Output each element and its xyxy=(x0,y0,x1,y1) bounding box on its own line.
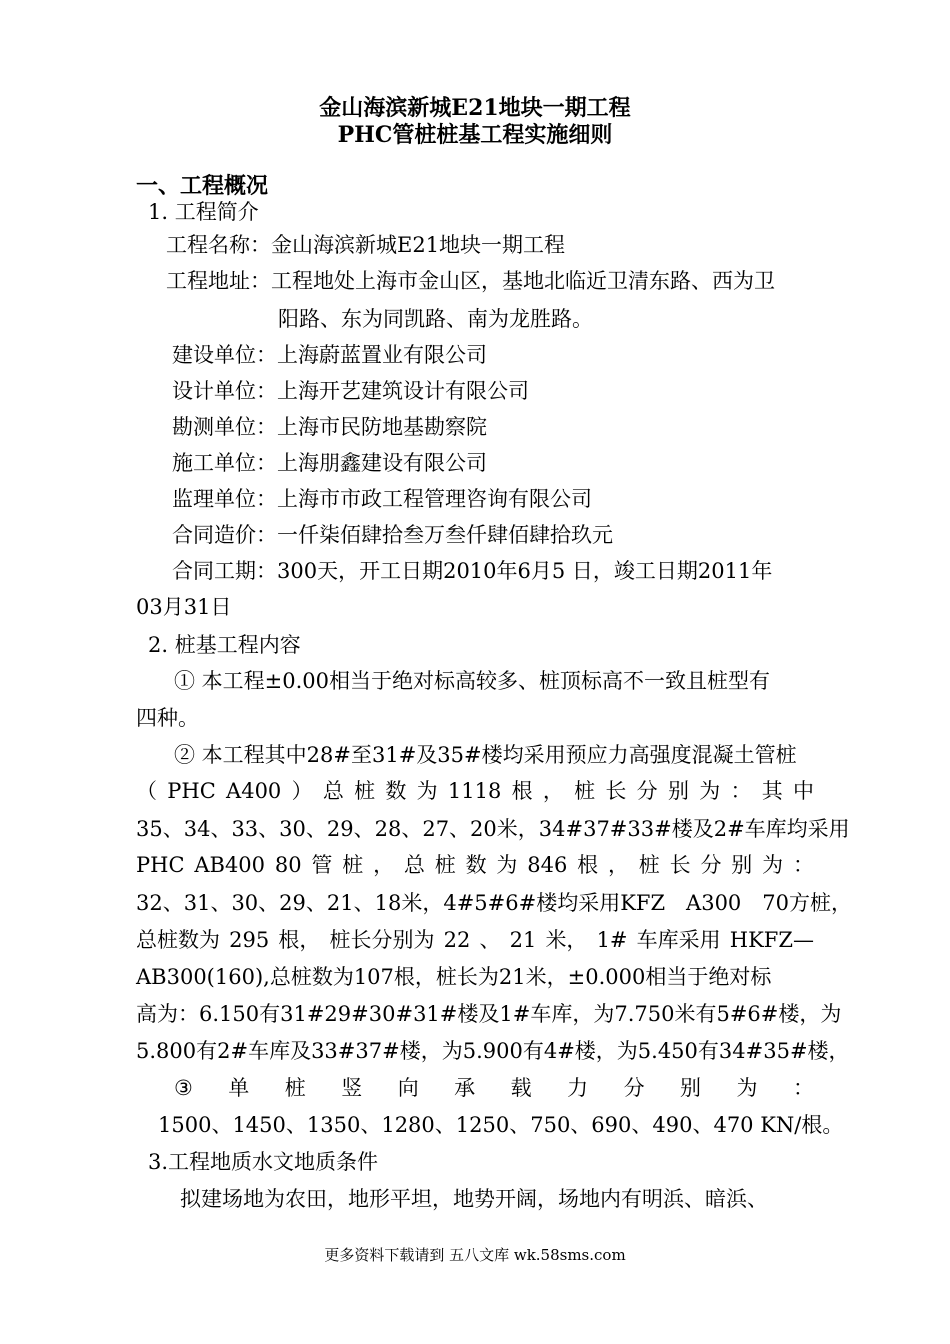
project-address-value-line1: 工程地处上海市金山区，基地北临近卫清东路、西为卫 xyxy=(271,269,775,293)
pile-paragraph2-line6 xyxy=(136,926,814,954)
subsection-heading-intro: 1. 工程简介 xyxy=(148,200,259,224)
subsection-heading-geology: 3.工程地质水文地质条件 xyxy=(148,1150,379,1174)
text-token: 21 xyxy=(509,928,537,952)
builder-row xyxy=(172,341,487,369)
surveyor-row xyxy=(172,413,487,441)
text-token: ： xyxy=(792,853,814,877)
pile-paragraph2-line2 xyxy=(136,777,814,805)
text-token: ： xyxy=(792,1076,814,1100)
designer-label: 设计单位： xyxy=(172,379,277,403)
text-token: 22 xyxy=(443,928,471,952)
text-token: ， xyxy=(542,779,564,803)
text-token: 别 xyxy=(731,853,753,877)
text-token: 分 xyxy=(700,853,722,877)
pile-paragraph2-line5: 32、31、30、29、21、18米，4#5#6#楼均采用KFZ A300 70方桩， xyxy=(136,891,853,915)
page-footer: 更多资料下载请到 五八文库 wk.58sms.com xyxy=(324,1246,626,1264)
pile-paragraph3-line2: 1500、1450、1350、1280、1250、750、690、490、470 KN/根。 xyxy=(158,1113,844,1137)
document-title-line2: PHC管桩桩基工程实施细则 xyxy=(337,122,613,148)
text-token: 长 xyxy=(669,853,691,877)
project-name-label: 工程名称： xyxy=(166,233,271,257)
text-token: 车库采用 xyxy=(636,928,721,952)
text-token: ③ xyxy=(174,1076,193,1100)
text-token: 根， xyxy=(278,928,321,952)
text-token: 米， xyxy=(545,928,588,952)
contract-period-value-line2: 03月31日 xyxy=(136,595,232,619)
pile-paragraph2-line9: 5.800有2#车库及33#37#楼，为5.900有4#楼，为5.450有34#35#楼， xyxy=(136,1039,850,1063)
text-token: 桩 xyxy=(354,779,376,803)
text-token: （ xyxy=(136,779,157,803)
text-token: 中 xyxy=(793,779,814,803)
text-token: PHC xyxy=(136,853,185,877)
text-token: 为 xyxy=(736,1076,758,1100)
text-token: 1118 xyxy=(447,779,502,803)
text-token: ， xyxy=(373,853,395,877)
text-token: 为 xyxy=(416,779,438,803)
pile-paragraph1-line1: ① 本工程±0.00相当于绝对标高较多、桩顶标高不一致且桩型有 xyxy=(174,669,771,693)
text-token: 管 xyxy=(311,853,333,877)
text-token: 分 xyxy=(636,779,658,803)
surveyor-label: 勘测单位： xyxy=(172,415,277,439)
text-token: 总桩数为 xyxy=(136,928,220,952)
contract-price-label: 合同造价： xyxy=(172,523,277,547)
text-token: 桩 xyxy=(434,853,456,877)
text-token: 总 xyxy=(322,779,344,803)
project-name-row xyxy=(166,231,565,259)
geology-paragraph-line1: 拟建场地为农田，地形平坦，地势开阔，场地内有明浜、暗浜、 xyxy=(180,1187,768,1211)
text-token: 桩 xyxy=(342,853,364,877)
text-token: 单 xyxy=(228,1076,250,1100)
contract-period-value-line1: 300天，开工日期2010年6月5 日，竣工日期2011年 xyxy=(277,559,773,583)
project-address-value-line2: 阳路、东为同凯路、南为龙胜路。 xyxy=(278,307,593,331)
pile-paragraph2-line7: AB300(160),总桩数为107根，桩长为21米，±0.000相当于绝对标 xyxy=(136,965,772,989)
text-token: AB400 xyxy=(194,853,266,877)
text-token: 竖 xyxy=(341,1076,363,1100)
text-token: 载 xyxy=(510,1076,532,1100)
text-token: 80 xyxy=(274,853,302,877)
text-token: 为 xyxy=(699,779,721,803)
text-token: 分 xyxy=(623,1076,645,1100)
pile-paragraph2-line4 xyxy=(136,851,814,879)
project-address-row xyxy=(166,267,775,295)
text-token: 846 xyxy=(527,853,568,877)
text-token: 别 xyxy=(667,779,689,803)
text-token: 桩 xyxy=(638,853,660,877)
text-token: 承 xyxy=(454,1076,476,1100)
text-token: 力 xyxy=(567,1076,589,1100)
pile-paragraph2-line8: 高为：6.150有31#29#30#31#楼及1#车库，为7.750米有5#6#楼，为 xyxy=(136,1002,842,1026)
text-token: ： xyxy=(730,779,752,803)
text-token: 向 xyxy=(397,1076,419,1100)
supervisor-label: 监理单位： xyxy=(172,487,277,511)
supervisor-value: 上海市市政工程管理咨询有限公司 xyxy=(277,487,592,511)
text-token: 总 xyxy=(403,853,425,877)
project-address-label: 工程地址： xyxy=(166,269,271,293)
pile-paragraph1-line2: 四种。 xyxy=(136,706,199,730)
text-token: 1# xyxy=(596,928,628,952)
builder-value: 上海蔚蓝置业有限公司 xyxy=(277,343,487,367)
designer-value: 上海开艺建筑设计有限公司 xyxy=(277,379,529,403)
contract-price-row xyxy=(172,521,613,549)
document-title-line1: 金山海滨新城E21地块一期工程 xyxy=(319,95,631,121)
text-token: 别 xyxy=(680,1076,702,1100)
pile-paragraph3-line1 xyxy=(174,1074,814,1102)
surveyor-value: 上海市民防地基勘察院 xyxy=(277,415,487,439)
text-token: 根 xyxy=(577,853,599,877)
text-token: HKFZ— xyxy=(729,928,814,952)
text-token: 为 xyxy=(496,853,518,877)
contractor-label: 施工单位： xyxy=(172,451,277,475)
text-token: 桩长分别为 xyxy=(329,928,435,952)
contract-price-value: 一仟柒佰肆拾叁万叁仟肆佰肆拾玖元 xyxy=(277,523,613,547)
text-token: 桩 xyxy=(284,1076,306,1100)
text-token: 数 xyxy=(385,779,407,803)
text-token: A400 xyxy=(226,779,282,803)
designer-row xyxy=(172,377,529,405)
pile-paragraph2-line3: 35、34、33、30、29、28、27、20米，34#37#33#楼及2#车库均采用 xyxy=(136,817,850,841)
text-token: 其 xyxy=(761,779,783,803)
text-token: PHC xyxy=(167,779,216,803)
text-token: 295 xyxy=(229,928,270,952)
subsection-heading-pile-work: 2. 桩基工程内容 xyxy=(148,633,301,657)
text-token: ， xyxy=(607,853,629,877)
text-token: 、 xyxy=(479,928,501,952)
text-token: 为 xyxy=(762,853,784,877)
text-token: 数 xyxy=(465,853,487,877)
text-token: 根 xyxy=(511,779,533,803)
pile-paragraph2-line1: ② 本工程其中28#至31#及35#楼均采用预应力高强度混凝土管桩 xyxy=(174,743,797,767)
supervisor-row xyxy=(172,485,592,513)
contract-period-row xyxy=(172,557,772,585)
project-name-value: 金山海滨新城E21地块一期工程 xyxy=(271,233,566,257)
text-token: 长 xyxy=(605,779,627,803)
section-heading-overview: 一、工程概况 xyxy=(136,173,269,199)
text-token: 桩 xyxy=(574,779,596,803)
builder-label: 建设单位： xyxy=(172,343,277,367)
contractor-row xyxy=(172,449,487,477)
contractor-value: 上海朋鑫建设有限公司 xyxy=(277,451,487,475)
contract-period-label: 合同工期： xyxy=(172,559,277,583)
text-token: ） xyxy=(291,779,313,803)
